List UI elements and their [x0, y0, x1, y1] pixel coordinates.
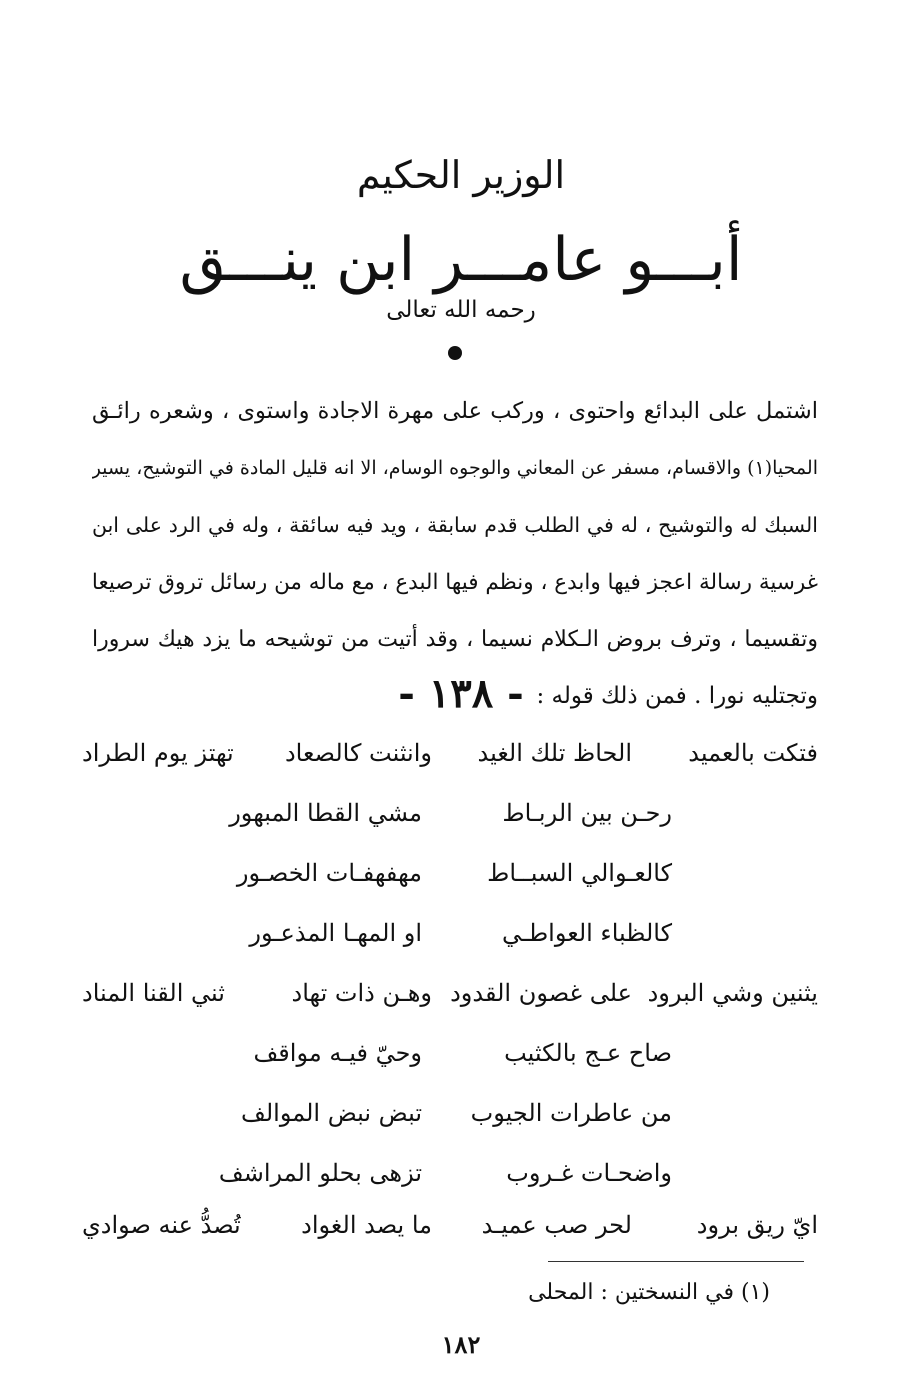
verse-segment: مشي القطا المبهور — [229, 799, 422, 827]
verse-segment: وحيّ فيـه مواقف — [253, 1039, 422, 1067]
verse-segment: تهتز يوم الطراد — [82, 739, 234, 767]
verse-segment: فتكت بالعميد — [688, 739, 818, 767]
verse-line — [230, 1084, 672, 1142]
verse-segment: تبض نبض الموالف — [241, 1099, 422, 1127]
verse-segment: ثني القنا المناد — [82, 979, 225, 1007]
poem — [0, 724, 922, 1204]
verse-line — [230, 784, 672, 842]
verse-segment: من عاطرات الجيوب — [470, 1099, 672, 1127]
poet-name: أبـــو عامـــر ابن ينـــق — [179, 225, 743, 295]
footnote-rule — [548, 1261, 804, 1262]
verse-line — [82, 1196, 818, 1254]
verse-segment: وانثنت كالصعاد — [284, 739, 432, 767]
blessing-text: رحمه الله تعالى — [386, 297, 536, 323]
intro-line: غرسية رسالة اعجز فيها وابدع ، ونظم فيها البدع ، مع ماله من رسائل تروق ترصيعا — [92, 570, 818, 595]
intro-line: السبك له والتوشيح ، له في الطلب قدم سابقة ، ويد فيه سائقة ، وله في الرد على ابن — [92, 513, 818, 537]
vizier-title: الوزير الحكيم — [356, 153, 566, 197]
verse-segment: كالظباء العواطـي — [502, 919, 672, 947]
verse-segment: صاح عـج بالكثيب — [504, 1039, 672, 1067]
verse-segment: مهفهفـات الخصـور — [236, 859, 422, 887]
page-number: ١٨٢ — [441, 1330, 481, 1359]
verse-segment: على غصون القدود — [450, 979, 632, 1007]
verse-line — [230, 844, 672, 902]
verse-line — [230, 904, 672, 962]
intro-line: وتقسيما ، وترف بروض الـكلام نسيما ، وقد أتيت من توشيحه ما يزد هيك سرورا — [92, 627, 818, 652]
verse-line — [230, 1024, 672, 1082]
verse-segment: تُصدُّ عنه صوادي — [82, 1211, 241, 1239]
intro-line: اشتمل على البدائع واحتوى ، وركب على مهرة الاجادة واستوى ، وشعره رائـق — [92, 398, 818, 424]
verse-segment: ايّ ريق برود — [696, 1211, 818, 1239]
verse-segment: او المهـا المذعـور — [249, 919, 422, 947]
verse-segment: واضحـات غـروب — [506, 1159, 672, 1187]
verse-segment: ما يصد الغواد — [301, 1211, 432, 1239]
ornament-dot — [448, 346, 462, 360]
verse-line — [82, 964, 818, 1022]
verse-segment: الحاظ تلك الغيد — [477, 739, 632, 767]
verse-line — [218, 1144, 672, 1202]
footnote: (١) في النسختين : المحلى — [528, 1280, 770, 1305]
verse-segment: يثنين وشي البرود — [647, 979, 818, 1007]
verse-line — [82, 724, 818, 782]
intro-line: المحيا(١) والاقسام، مسفر عن المعاني والوجوه الوسام، الا انه قليل المادة في التوشيح، يسير — [92, 457, 818, 479]
verse-segment: لحر صب عميـد — [481, 1211, 632, 1239]
verse-segment: وهـن ذات تهاد — [291, 979, 432, 1007]
poem-number: - ١٣٨ - — [398, 670, 524, 717]
intro-line: وتجتليه نورا . فمن ذلك قوله : — [536, 683, 818, 709]
verse-segment: تزهى بحلو المراشف — [218, 1159, 422, 1187]
verse-segment: كالعـوالي السبــاط — [487, 859, 672, 887]
verse-segment: رحـن بين الربـاط — [502, 799, 672, 827]
